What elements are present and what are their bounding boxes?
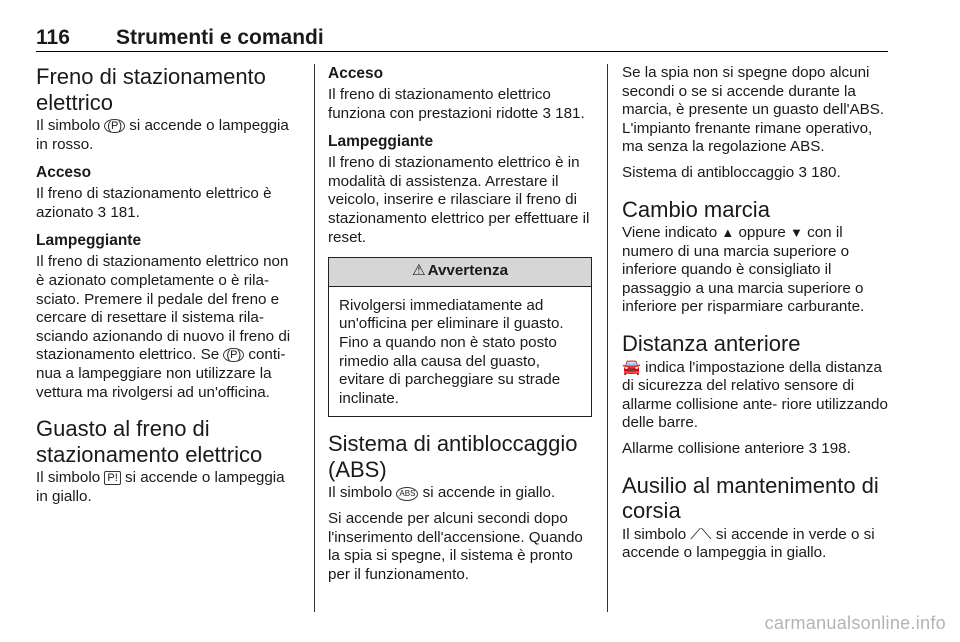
warning-title: Avvertenza (427, 262, 509, 280)
heading-distanza-anteriore: Distanza anteriore (622, 331, 801, 357)
page-number: 116 (36, 26, 70, 49)
reference-arrow-icon: 3 (97, 203, 107, 221)
gear-up-icon: ▲ (721, 225, 735, 241)
column-divider-1 (314, 64, 315, 612)
watermark: carmanualsonline.info (764, 613, 946, 633)
paragraph-allarme-collisione: Allarme collisione anteriore 3 198. (622, 439, 851, 457)
column-1 (36, 64, 300, 513)
page-reference[interactable]: 180. (811, 163, 841, 181)
paragraph-acceso-2: Il freno di stazionamento elettrico funziona con prestazioni ridotte 3 181. (328, 86, 585, 122)
subheading-lampeggiante: Lampeggiante (36, 232, 142, 250)
warning-body: Rivolgersi immediatamente ad un'officina per eliminare il guasto. Fino a quando non è stato posto rimedio alla causa del guasto, evitare di parcheggiare su strade inclinate. (339, 296, 564, 407)
header-rule (36, 51, 888, 52)
column-divider-2 (607, 64, 608, 612)
page-reference[interactable]: 181. (555, 104, 585, 122)
paragraph-abs-simbolo: Il simbolo ABS si accende in giallo. (328, 484, 556, 502)
parking-brake-icon: (P) (104, 119, 125, 133)
paragraph-lampeggiante-2: Il freno di stazionamento elettrico è in modalità di assistenza. Arrestare il veicolo, inserire e rilasciare il freno di stazionamento elettrico per effettuare il reset. (328, 154, 590, 246)
paragraph-lampeggiante: Il freno di stazionamento elettrico non è azionato completamente o è rila- sciato. Premere il pedale del freno e cercare di resettare il sistema rila- sciando azionando di nuovo il freno di stazionamento elettrico. Se (P) conti- nua a lampeggiare non utilizzare la vettura ma rivolgersi ad un'officina. (36, 253, 291, 401)
column-2 (328, 64, 592, 591)
gear-down-icon: ▼ (790, 225, 803, 241)
heading-mantenimento-corsia: Ausilio al mantenimento di corsia (622, 472, 879, 523)
paragraph-mantenimento-corsia: Il simbolo ⟋⟍ si accende in verde o si accende o lampeggia in giallo. (622, 525, 875, 562)
page-reference[interactable]: 198. (821, 439, 851, 457)
warning-icon: ⚠ (411, 262, 426, 280)
heading-guasto-freno: Guasto al freno di stazionamento elettrico (36, 416, 263, 467)
subheading-lampeggiante-2: Lampeggiante (328, 133, 434, 151)
paragraph-abs-accensione: Si accende per alcuni secondi dopo l'inserimento dell'accensione. Quando la spia si spegne, il sistema è pronto per il funzionamento. (328, 509, 583, 583)
paragraph-abs-riferimento: Sistema di antibloccaggio 3 180. (622, 163, 841, 181)
following-distance-icon: 🚘 (622, 358, 641, 376)
heading-abs: Sistema di antibloccaggio (ABS) (328, 431, 578, 482)
paragraph-acceso: Il freno di stazionamento elettrico è azionato 3 181. (36, 185, 272, 221)
subheading-acceso: Acceso (36, 164, 92, 182)
page-reference[interactable]: 181. (110, 203, 140, 221)
heading-freno-stazionamento: Freno di stazionamento elettrico (36, 64, 266, 115)
paragraph-cambio-marcia: Viene indicato ▲ oppure ▼ con il numero di una marcia superiore o inferiore quando è consigliato il passaggio a una marcia superiore o inferiore per risparmiare carburante. (622, 224, 865, 316)
reference-arrow-icon: 3 (542, 104, 551, 122)
abs-icon: ABS (396, 487, 418, 501)
paragraph-distanza: 🚘 indica l'impostazione della distanza di sicurezza del relativo sensore di allarme collisione ante- riore utilizzando delle barre. (622, 358, 888, 432)
paragraph-simbolo-giallo: Il simbolo P! si accende o lampeggia in giallo. (36, 469, 285, 505)
paragraph-simbolo-rosso: Il simbolo (P) si accende o lampeggia in rosso. (36, 117, 289, 153)
subheading-acceso-2: Acceso (328, 65, 384, 82)
column-3 (622, 64, 888, 570)
page-header (36, 26, 888, 50)
parking-brake-fault-icon: P! (104, 471, 120, 485)
lane-keep-icon: ⟋⟍ (690, 525, 712, 543)
reference-arrow-icon: 3 (808, 439, 818, 457)
heading-cambio-marcia: Cambio marcia (622, 196, 770, 222)
paragraph-abs-guasto: Se la spia non si spegne dopo alcuni secondi o se si accende durante la marcia, è presente un guasto dell'ABS. L'impianto frenante rimane operativo, ma senza la regolazione ABS. (622, 64, 885, 156)
warning-box (328, 257, 592, 417)
parking-brake-icon: (P) (223, 348, 244, 362)
section-title: Strumenti e comandi (116, 26, 324, 49)
reference-arrow-icon: 3 (798, 163, 807, 181)
warning-header (329, 258, 591, 287)
